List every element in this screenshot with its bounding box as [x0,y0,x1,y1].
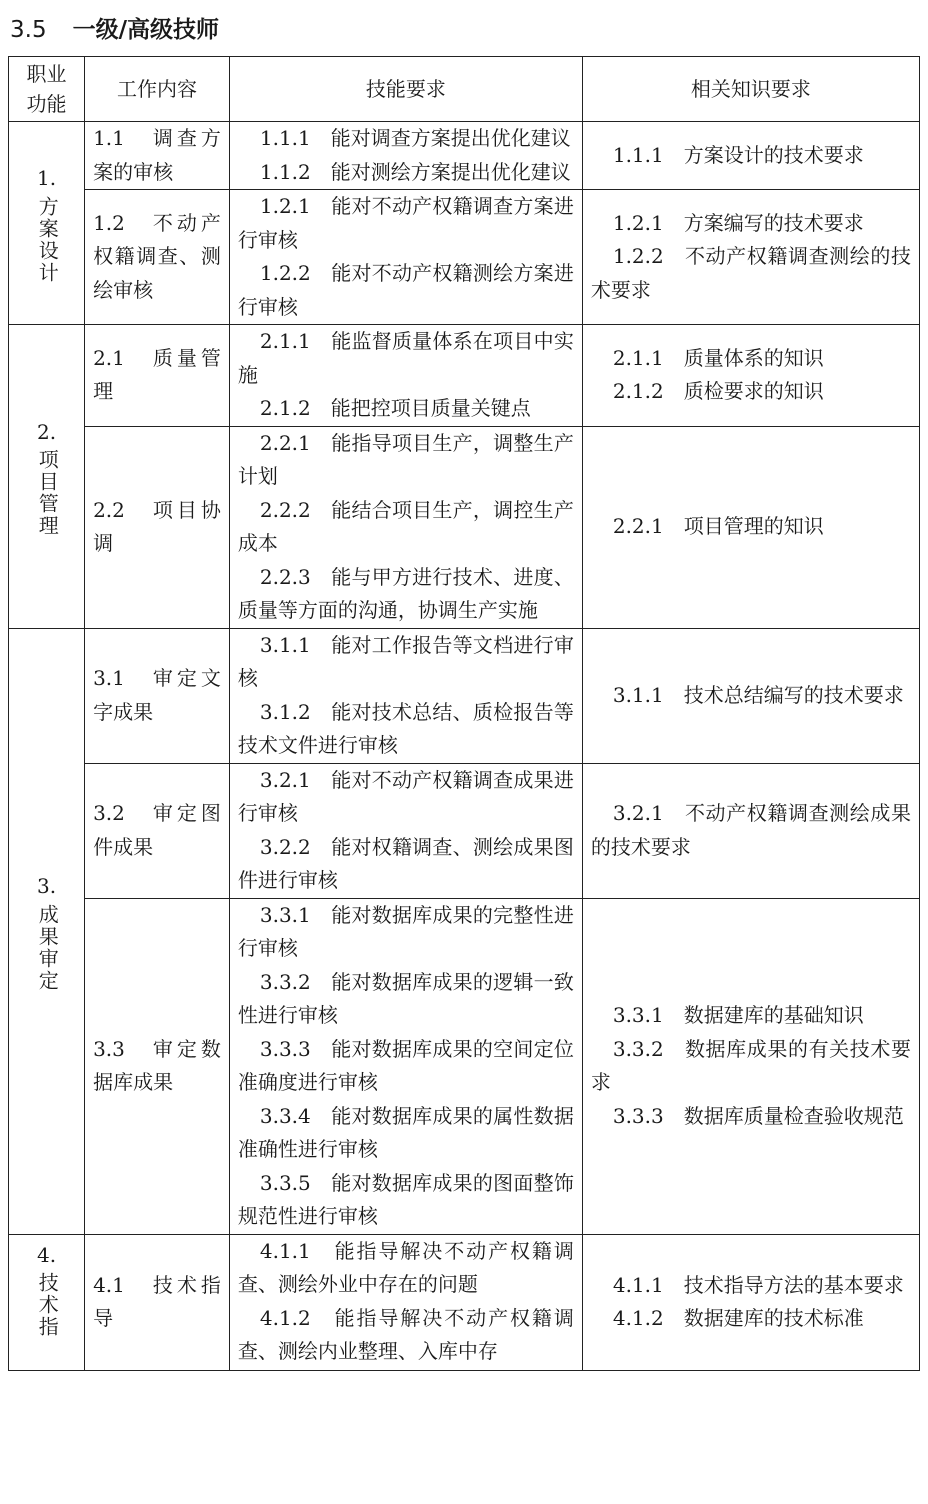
function-name: 成果审定 [35,903,60,992]
skill-item: 3.1.1 能对工作报告等文档进行审核 [237,632,574,690]
knowledge-cell [582,122,919,190]
function-cell [9,325,85,629]
skills-cell [229,898,582,1234]
header-function [9,57,85,122]
work-content-cell: 1.1 调查方案的审核 [85,122,230,190]
skills-cell [229,1234,582,1370]
work-content-cell: 2.2 项目协调 [85,426,230,628]
table-row [9,763,920,898]
work-content-cell: 2.1 质量管理 [85,325,230,427]
table-row [9,1234,920,1370]
work-content-cell: 3.3 审定数据库成果 [85,898,230,1234]
work-content-cell: 3.1 审定文字成果 [85,628,230,763]
function-cell [9,122,85,325]
knowledge-item: 3.2.1 不动产权籍调查测绘成果的技术要求 [590,801,911,859]
skill-item: 1.2.1 能对不动产权籍调查方案进行审核 [237,194,574,252]
knowledge-item: 1.2.2 不动产权籍调查测绘的技术要求 [590,244,911,302]
knowledge-cell [582,190,919,325]
knowledge-item: 4.1.1 技术指导方法的基本要求 [612,1272,904,1297]
table-row [9,190,920,325]
function-cell [9,1234,85,1370]
function-cell [9,628,85,1234]
knowledge-item: 4.1.2 数据建库的技术标准 [612,1306,864,1330]
knowledge-item: 1.1.1 方案设计的技术要求 [612,142,864,167]
skills-cell [229,325,582,427]
function-number: 4. [36,1242,57,1267]
knowledge-cell [582,325,919,427]
skill-item: 3.2.1 能对不动产权籍调查成果进行审核 [237,767,574,825]
knowledge-cell [582,763,919,898]
knowledge-cell [582,426,919,628]
knowledge-item: 2.2.1 项目管理的知识 [612,514,824,539]
function-number: 3. [36,874,57,899]
skill-item: 2.2.3 能与甲方进行技术、进度、质量等方面的沟通，协调生产实施 [237,564,574,622]
work-content-cell: 3.2 审定图件成果 [85,763,230,898]
skill-item: 3.3.3 能对数据库成果的空间定位准确度进行审核 [237,1036,574,1094]
section-title: 一级/高级技师 [72,17,219,43]
function-name: 方案设计 [35,195,60,284]
function-name: 技术指 [35,1272,60,1338]
table-row [9,325,920,427]
skill-item: 3.3.1 能对数据库成果的完整性进行审核 [237,902,574,960]
knowledge-cell [582,628,919,763]
header-knowledge: 相关知识要求 [582,57,919,122]
skill-item: 3.3.4 能对数据库成果的属性数据准确性进行审核 [237,1103,574,1161]
function-number: 1. [36,166,57,191]
knowledge-item: 2.1.2 质检要求的知识 [612,379,824,404]
table-row [9,426,920,628]
knowledge-item: 3.3.2 数据库成果的有关技术要求 [590,1036,911,1094]
standards-table [8,56,920,1371]
skill-item: 3.3.2 能对数据库成果的逻辑一致性进行审核 [237,969,574,1027]
knowledge-cell [582,1234,919,1370]
work-content-cell: 4.1 技术指导 [85,1234,230,1370]
skill-item: 1.1.1 能对调查方案提出优化建议 [259,126,571,150]
skill-item: 3.1.2 能对技术总结、质检报告等技术文件进行审核 [237,699,574,757]
knowledge-item: 1.2.1 方案编写的技术要求 [612,210,864,235]
skill-item: 3.2.2 能对权籍调查、测绘成果图件进行审核 [237,834,574,892]
header-function-text: 职业功能 [26,62,67,116]
skill-item: 2.1.1 能监督质量体系在项目中实施 [237,329,574,387]
skill-item: 2.2.2 能结合项目生产，调控生产成本 [237,497,574,555]
skills-cell [229,763,582,898]
knowledge-item: 3.3.1 数据建库的基础知识 [612,1003,864,1027]
table-row [9,122,920,190]
skill-item: 1.2.2 能对不动产权籍测绘方案进行审核 [237,261,574,319]
skills-clip [238,1235,574,1370]
skill-item: 4.1.2 能指导解决不动产权籍调查、测绘内业整理、入库中存 [237,1305,574,1363]
section-number: 3.5 [10,17,47,43]
skills-cell [229,122,582,190]
section-heading [10,12,219,48]
skills-cell [229,426,582,628]
skill-item: 1.1.2 能对测绘方案提出优化建议 [259,159,571,184]
work-content-cell: 1.2 不动产权籍调查、测绘审核 [85,190,230,325]
table-row [9,628,920,763]
skill-item: 3.3.5 能对数据库成果的图面整饰规范性进行审核 [237,1170,574,1228]
knowledge-item: 3.1.1 技术总结编写的技术要求 [612,682,904,707]
table-header-row [9,57,920,122]
knowledge-cell [582,898,919,1234]
skill-item: 2.1.2 能把控项目质量关键点 [259,396,531,420]
header-skills: 技能要求 [229,57,582,122]
skills-cell [229,628,582,763]
function-name: 项目管理 [35,449,60,537]
skills-cell [229,190,582,325]
knowledge-item: 3.3.3 数据库质量检查验收规范 [612,1103,904,1128]
skill-item: 2.2.1 能指导项目生产，调整生产计划 [237,430,574,488]
knowledge-item: 2.1.1 质量体系的知识 [612,345,824,370]
header-work: 工作内容 [85,57,230,122]
table-row [9,898,920,1234]
skill-item: 4.1.1 能指导解决不动产权籍调查、测绘外业中存在的问题 [237,1238,574,1296]
function-number: 2. [36,419,57,444]
